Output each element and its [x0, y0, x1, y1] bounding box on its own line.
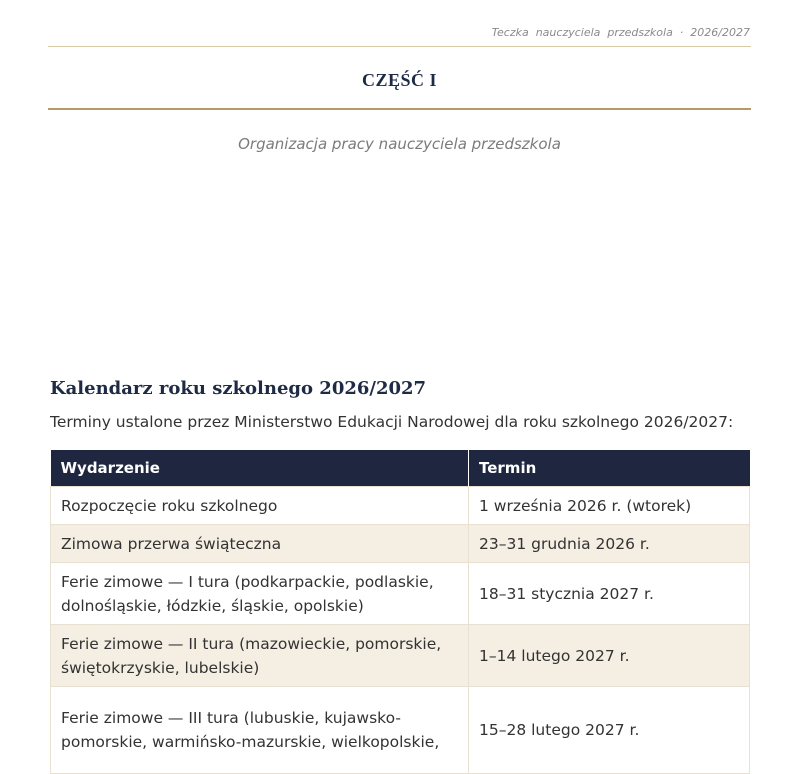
section-heading: Kalendarz roku szkolnego 2026/2027: [50, 378, 427, 399]
running-head: Teczka nauczyciela przedszkola · 2026/2027: [491, 26, 750, 39]
table-row: [51, 487, 750, 525]
part-title: CZĘŚĆ I: [361, 70, 438, 90]
event-cell: Zimowa przerwa świąteczna: [51, 525, 469, 563]
table-row: [51, 563, 750, 625]
table-row: [51, 687, 750, 774]
header-rule: [48, 46, 751, 47]
column-header-date: Termin: [469, 450, 750, 487]
date-cell: 23–31 grudnia 2026 r.: [469, 525, 750, 563]
part-subtitle: Organizacja pracy nauczyciela przedszkola: [238, 135, 561, 153]
date-cell: 18–31 stycznia 2027 r.: [469, 563, 750, 625]
column-header-event: Wydarzenie: [51, 450, 469, 487]
date-cell: 1–14 lutego 2027 r.: [469, 625, 750, 687]
event-cell: Rozpoczęcie roku szkolnego: [51, 487, 469, 525]
date-cell: 1 września 2026 r. (wtorek): [469, 487, 750, 525]
table-header-row: [51, 450, 750, 487]
section-lead: Terminy ustalone przez Ministerstwo Edukacji Narodowej dla roku szkolnego 2026/2027:: [50, 413, 734, 431]
part-divider: [48, 108, 751, 110]
school-calendar-table: [50, 450, 750, 774]
event-cell: Ferie zimowe — I tura (podkarpackie, podlaskie, dolnośląskie, łódzkie, śląskie, opolskie): [51, 563, 469, 625]
table-row: [51, 625, 750, 687]
date-cell: 15–28 lutego 2027 r.: [469, 687, 750, 774]
event-cell: Ferie zimowe — II tura (mazowieckie, pomorskie, świętokrzyskie, lubelskie): [51, 625, 469, 687]
table-row: [51, 525, 750, 563]
event-cell: Ferie zimowe — III tura (lubuskie, kujawsko-pomorskie, warmińsko-mazurskie, wielkopolskie,: [51, 687, 469, 774]
